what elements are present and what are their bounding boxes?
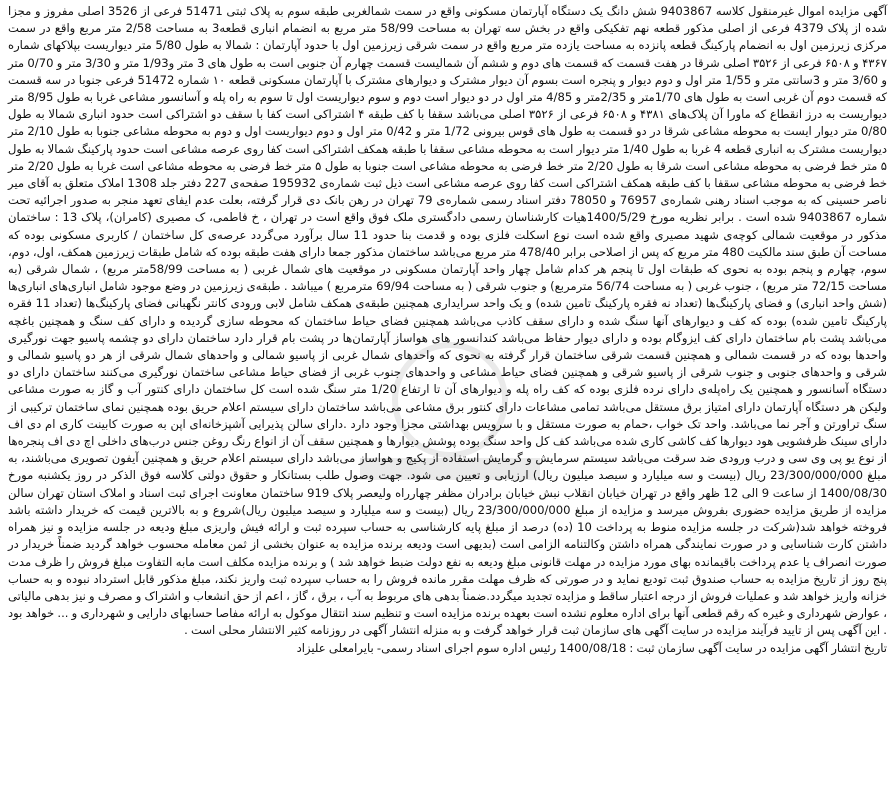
notice-body: آگهی مزایده اموال غیرمنقول کلاسه 9403867 شش دانگ یک دستگاه آپارتمان مسکونی واقع در سمت شمالغربی طبقه سوم به پلاک ثبتی 51471 فرعی از 3526 اصلی مفروز و مجزا شده از پلاک 4379 فرعی از اصلی مذکور قطعه نهم تفکیکی واقع در بخش سه تهران به مساحت 58/99 متر مربع به انضمام انباری قطعه3 به مساحت 2/58 متر مربع واقع در سمت مرکزی زیرزمین اول به انضمام پارکینگ قطعه پانزده به مساحت یازده متر مربع واقع در سمت شرقی زیرزمین اول با حدود آپارتمان : شمالا به طول 5/80 متر دیواریست بپلاکهای شماره ۴۳۶۷ و ۶۵۰۸ فرعی از ۳۵۲۶ اصلی شرقا در هفت قسمت که قسمت های دوم و ششم آن شمالیست قسمت چهارم آن جنوبی است به طول های 3 متر و1/93 متر و 3/30 متر و 0/70 متر و 3/60 متر و 3سانتی متر و 1/55 متر اول و دوم دیوار و پنجره است بسوم آن دیوار مشترک و دیوارهای مشترک با آپارتمان مسکونی قطعه ۱۰ شماره 51472 فرعی جنوبا در سه قسمت که قسمت دوم آن غربی است به طول های 1/70متر و 2/35متر و 4/85 متر اول در دو دیوار است دوم و سوم دیواریست اول تا سوم به راه پله و آسانسور مشاعی غربا به طول 8/95 متر دیواریست به درز انقطاع که ماورا آن پلاک‌های ۴۳۸۱ و ۶۵۰۸ فرعی از ۳۵۲۶ اصلی می‌باشد سقفا با کف طبقه ۴ اشتراکی است کفا با سقف دو اشتراکی است حدود انباری شمالا به طول 0/80 متر دیوار ایست به محوطه مشاعی شرقا در دو قسمت به طول های قوس بیرونی 1/72 متر و 0/42 متر اول و دوم دیواریست اول و دوم به محوطه مشاعی جنوبا به طول 2/10 متر دیواریست مشترک به انباری قطعه 4 غربا به طول 1/40 متر دیوار است به محوطه مشاعی سقفا با طبقه همکف اشتراکی است کفا روی عرصه مشاعی است حدود پارکینگ شمالا به طول ۵ متر خط فرضی به محوطه مشاعی است شرقا به طول 2/20 متر خط فرضی به محوطه مشاعی است جنوبا به طول ۵ متر خط فرضی به محوطه مشاعی است غربا به طول 2/20 متر خط فرضی به محوطه مشاعی سقفا با کف طبقه همکف اشتراکی است کفا روی عرصه مشاعی است ذیل ثبت شماره‌ی 195932 صفحه‌ی 227 دفتر جلد 1308 املاک متعلق به آقای میر ناصر حسینی که به موجب اسناد رهنی شماره‌ی 76957 و 78050 دفتر اسناد رسمی شماره‌ی 79 تهران در رهن بانک دی قرار گرفته، بعلت عدم ایفای تعهد منجر به صدور اجرائیه تحت شماره 9403867 شده است . برابر نظریه مورخ 1400/5/29هیات کارشناسان رسمی دادگستری ملک فوق واقع است در تهران ، خ فاطمی، ک مصیری (کامران)، پلاک 13 : ساختمان مذکور در موقعیت شمالی کوچه‌ی شهید مصیری واقع شده است نوع اسکلت فلزی بوده و قدمت بنا حدود 11 سال برآورد می‌گردد عرصه‌ی کل ساختمان / کاربری مسکونی بوده که مساحت آن طبق سند مالکیت 480 متر مربع که پس از اصلاحی برابر 478/40 متر مربع می‌باشد ساختمان مذکور جمعا دارای هفت طبقه بوده که شامل طبقات زیرزمین همکف، اول، دوم، سوم، چهارم و پنجم بوده به نحوی که طبقات اول تا پنجم هر کدام شامل چهار واحد آپارتمان مسکونی در موقعیت های شمال غربی ( به مساحت 58/99متر مربع) ، شمال شرقی (به مساحت 72/15 متر مربع) ، جنوب غربی ( به مساحت 56/74 مترمربع) و جنوب شرقی ( به مساحت 69/94 مترمربع ) میباشد . طبقه‌ی زیرزمین در وضع موجود شامل انباری‌های انباری‌ها (شش واحد انباری) و فضای پارکینگ‌ها (تعداد نه فقره پارکینگ تامین شده) و یک واحد سرایداری همچنین طبقه‌ی همکف شامل لابی ورودی کانتر نگهبانی فضای پارکینگ‌ها (تعداد 11 فقره پارکینگ تامین شده) بوده که کف و دیوارهای آنها سنگ شده و دارای سقف کاذب می‌باشد همچنین فضای حیاط ساختمان که محوطه سازی گردیده و دارای کف سنگ و همچنین باغچه می‌باشد پشت بام ساختمان دارای کف ایزوگام بوده و دارای دیوار حفاظ می‌باشد کندانسور های هواساز آپارتمان‌ها در پشت بام قرار دارد ساختمان دارای دو چشمه پاسیو جهت نورگیری واحدها بوده که در قسمت شمالی و همچنین قسمت شرقی ساختمان قرار گرفته به نحوی که واحدهای شمال غربی از پاسیو شمالی و واحدهای شمال شرقی از هر دو پاسیو شمالی و شرقی و واحدهای جنوبی و جنوب شرقی از پاسیو شرقی و همچنین فضای حیاط مشاعی و واحدهای جنوب غربی از فضای حیاط مشاعی ساختمان نورگیری می‌کنند ساختمان دارای دو دستگاه آسانسور و همچنین یک راه‌پله‌ی دارای نرده فلزی بوده که کف راه پله و دیوارهای آن تا ارتفاع 1/20 متر سنگ شده است کل ساختمان دارای کنتور آب و گاز به صورت مشاعی ولیکن هر دستگاه آپارتمان دارای امتیاز برق مستقل می‌باشد تمامی مشاعات دارای کنتور برق مشاعی می‌باشد ساختمان دارای سیستم اعلام حریق بوده همچنین نمای ساختمان ترکیبی از سنگ تراورتن و آجر نما می‌باشد. واحد تک خواب ،حمام به صورت مستقل و با سرویس بهداشتی مجزا وجود دارد .دارای سالن پذیرایی آشپزخانه‌ای اپن به صورت کابینت کاری ام دی اف دارای سینک ظرفشویی هود دیوارها کف کاشی کاری شده می‌باشد کف کل واحد سنگ بوده پوشش دیوارها و همچنین سقف آن از انواع رنگ روغن جنس درب‌های داخلی اچ دی اف پنجره‌ها از نوع یو پی وی سی و درب ورودی ضد سرقت می‌باشد سیستم سرمایش و گرمایش استفاده از پکیج و هواساز می‌باشد دارای سیستم اعلام حریق و همچنین آیفون تصویری می‌باشند، به مبلغ 23/300/000/000 ریال (بیست و سه میلیارد و سیصد میلیون ریال) ارزیابی و تعیین می شود. جهت وصول طلب بستانکار و حقوق دولتی کلاسه فوق الذکر در روز یکشنبه مورخ 1400/08/30 از ساعت 9 الی 12 ظهر واقع در تهران خیابان انقلاب نبش خیابان برادران مظفر چهارراه ولیعصر پلاک 919 ساختمان معاونت اجرای ثبت اسناد و املاک استان تهران سالن مزایده از طریق مزایده حضوری بفروش میرسد و مزایده از مبلغ 23/300/000/000 ریال (بیست و سه میلیارد و سیصد میلیون ریال)شروع و به بالاترین قیمت که خریدار داشته باشد فروخته خواهد شد(شرکت در جلسه مزایده منوط به پرداخت 10 (ده) درصد از مبلغ پایه کارشناسی به حساب سپرده ثبت و ارائه فیش واریزی مبلغ ودیعه در جلسه مزایده و نیز همراه داشتن کارت شناسایی و در صورت نمایندگی همراه داشتن وکالتنامه الزامی است (بدیهی است ودیعه برنده مزایده به عنوان بخشی از ثمن معامله محسوب خواهد گردید ضمناً خریدار در صورت انصراف یا عدم پرداخت باقیمانده بهای مورد مزایده در مهلت قانونی مبلغ ودیعه به نفع دولت ضبط خواهد شد ) و برنده مزایده مکلف است مابه التفاوت مبلغ فروش را ظرف مدت پنج روز از تاریخ مزایده به حساب صندوق ثبت تودیع نماید و در صورتی که ظرف مهلت مقرر مانده فروش را به حساب سپرده ثبت واریز نکند، مبلغ مذکور قابل استرداد نبوده و به حساب خزانه واریز خواهد شد و عملیات فروش از درجه اعتبار ساقط و مزایده تجدید میگردد.ضمناً بدهی های مربوط به آب ، برق ، گاز ، اعم از حق انشعاب و اشتراک و مصرف و نیز بدهی مالیاتی ، عوارض شهرداری و غیره که رقم قطعی آنها برای اداره معلوم نشده است بعهده برنده مزایده است و تنظیم سند انتقال موکول به ارائه مفاصا حسابهای دارایی و شهرداری و ... خواهد بود . این آگهی پس از تایید فرآیند مزایده در سایت آگهی های سازمان ثبت قرار خواهد گرفت و به منزله انتشار آگهی در روزنامه کثیر الانتشار محلی است .	[8, 4, 888, 638]
notice-footer: تاریخ انتشار آگهی مزایده در سایت آگهی سازمان ثبت : 1400/08/18 رئیس اداره سوم اجرای اسناد رسمی- بایرامعلی علیزاد	[296, 640, 887, 655]
